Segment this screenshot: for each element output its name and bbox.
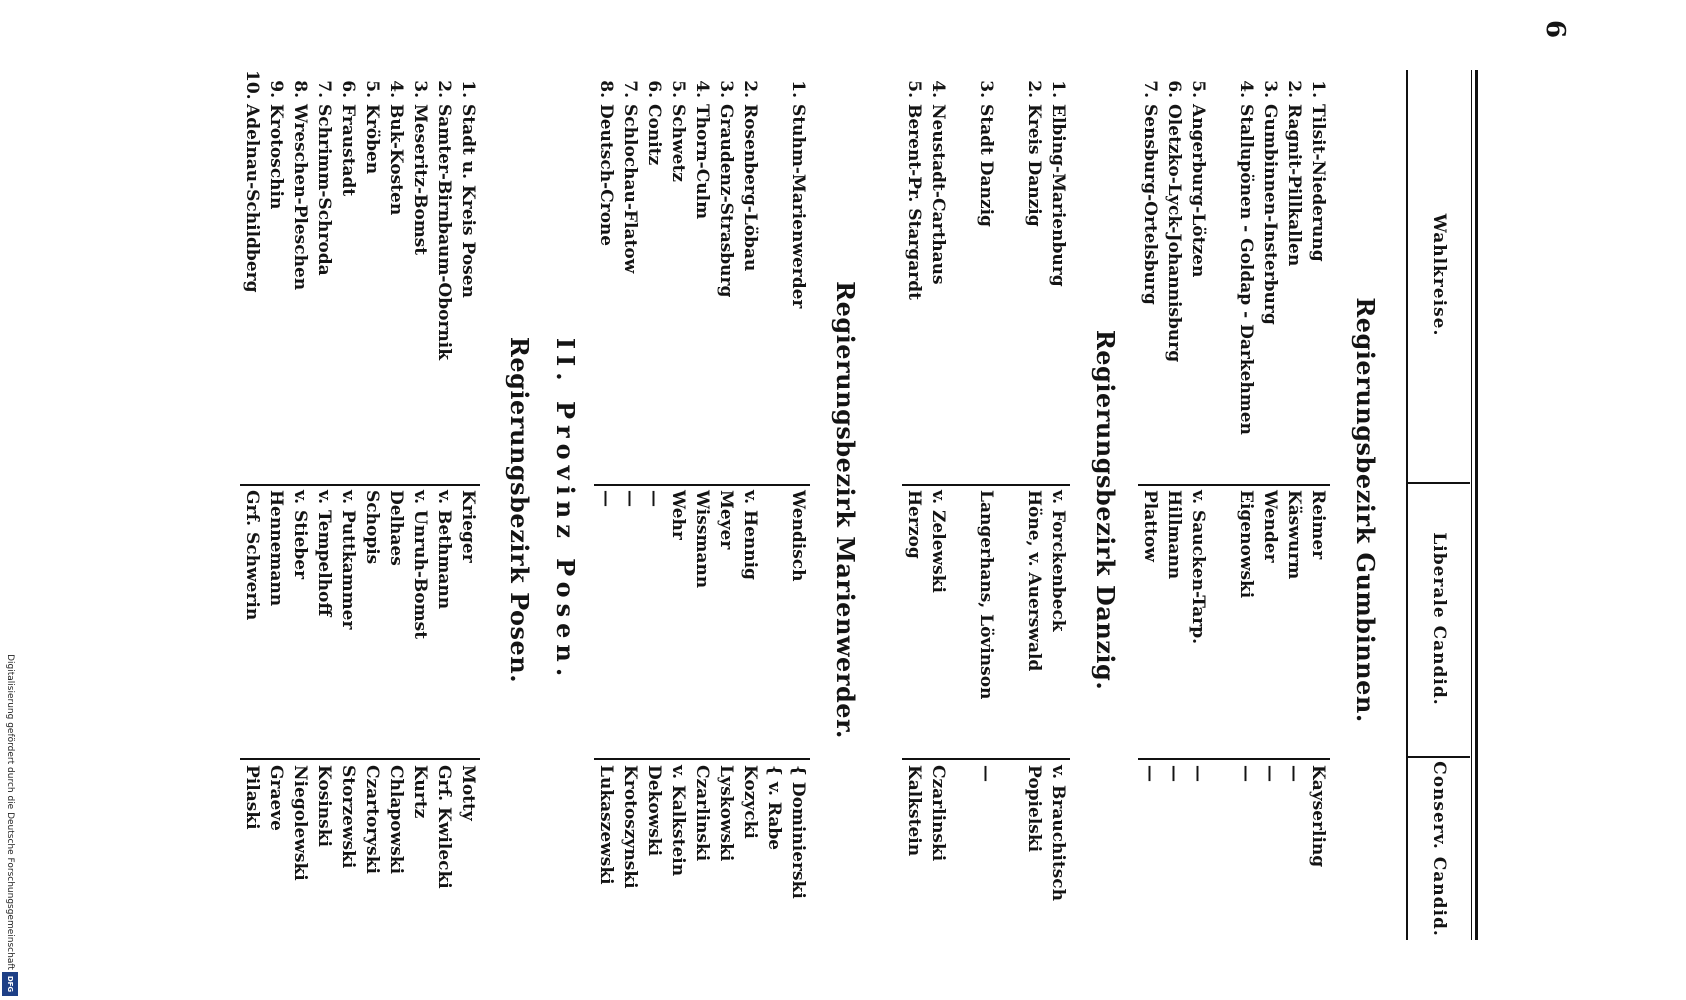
- liberal-candidate-cell: Krieger: [458, 490, 478, 563]
- wahlkreis-cell: Graudenz-Strasburg: [716, 104, 736, 298]
- wahlkreis-cell: Oletzko-Lyck-Johannisburg: [1164, 104, 1184, 363]
- table-row: [642, 20, 666, 940]
- row-number: 4.: [386, 80, 406, 98]
- conservative-candidate-cell: Kalkstein: [904, 765, 924, 857]
- column-divider: [594, 758, 810, 760]
- row-number: 8.: [596, 80, 616, 98]
- liberal-candidate-cell: v. Puttkammer: [338, 490, 358, 630]
- row-number: 6.: [338, 80, 358, 98]
- column-header-liberal: Liberale Candid.: [1429, 532, 1449, 706]
- wahlkreis-cell: Tilsit-Niederung: [1308, 104, 1328, 262]
- liberal-candidate-cell: —: [620, 490, 640, 507]
- row-number: 7.: [1140, 80, 1160, 98]
- wahlkreis-cell: Rosenberg-Löbau: [740, 104, 760, 272]
- table-row: [456, 20, 480, 940]
- wahlkreis-cell: Stuhm-Marienwerder: [788, 104, 808, 309]
- conservative-candidate-cell: Pilaski: [242, 765, 262, 830]
- conservative-candidate-cell: —: [1164, 765, 1184, 782]
- conservative-candidate-cell: —: [1284, 765, 1304, 782]
- header-top-rule-thin: [1471, 70, 1472, 940]
- wahlkreis-cell: Samter-Birnbaum-Obornik: [434, 104, 454, 360]
- liberal-candidate-cell: Meyer: [716, 490, 736, 550]
- row-number: 1.: [788, 80, 808, 98]
- wahlkreis-cell: Thorn-Culm: [692, 104, 712, 220]
- liberal-candidate-cell: Höne, v. Auerswald: [1024, 490, 1044, 672]
- wahlkreis-cell: Meseritz-Bomst: [410, 104, 430, 256]
- table-row: [690, 20, 714, 940]
- row-number: 2.: [1024, 80, 1044, 98]
- dfg-logo-text: DFG: [6, 975, 14, 993]
- row-number: 3.: [976, 80, 996, 98]
- liberal-candidate-cell: —: [644, 490, 664, 507]
- conservative-candidate-cell: Dekowski: [644, 765, 664, 857]
- table-row: [1186, 20, 1210, 940]
- column-divider: [240, 758, 480, 760]
- row-number: 6.: [644, 80, 664, 98]
- liberal-candidate-cell: Wender: [1260, 490, 1280, 563]
- row-number: 5.: [904, 80, 924, 98]
- liberal-candidate-cell: Herzog: [904, 490, 924, 559]
- table-row: [336, 20, 360, 940]
- column-header-conservative: Conserv. Candid.: [1429, 761, 1449, 937]
- liberal-candidate-cell: Wendisch: [788, 490, 808, 582]
- liberal-candidate-cell: v. Forckenbeck: [1048, 490, 1068, 632]
- wahlkreis-cell: Gumbinnen-Insterburg: [1260, 104, 1280, 325]
- table-row: [926, 20, 950, 940]
- conservative-candidate-cell: —: [1140, 765, 1160, 782]
- table-row: [998, 20, 1046, 940]
- wahlkreis-cell: Adelnau-Schildberg: [242, 104, 262, 293]
- conservative-candidate-cell: Kayserling: [1308, 765, 1328, 868]
- table-row: [950, 20, 998, 940]
- page-number: 6: [1540, 20, 1570, 39]
- wahlkreis-cell: Conitz: [644, 104, 664, 166]
- liberal-candidate-cell: v. Tempelhoff: [314, 490, 334, 617]
- digitization-credit: [0, 0, 20, 1000]
- header-top-rule: [1475, 70, 1478, 940]
- scanned-page: [130, 20, 1580, 940]
- column-divider: [240, 484, 480, 486]
- section-marienwerder: [594, 20, 810, 940]
- wahlkreis-cell: Deutsch-Crone: [596, 104, 616, 247]
- liberal-candidate-cell: v. Stieber: [290, 490, 310, 580]
- row-number: 1.: [458, 80, 478, 98]
- wahlkreis-cell: Ragnit-Pillkallen: [1284, 104, 1304, 267]
- liberal-candidate-cell: Langerhans, Lövinson: [976, 490, 996, 700]
- row-number: 2.: [740, 80, 760, 98]
- wahlkreis-cell: Sensburg-Ortelsburg: [1140, 104, 1160, 305]
- header-bottom-rule: [1406, 70, 1408, 940]
- table-row: [714, 20, 738, 940]
- table-row: [264, 20, 288, 940]
- conservative-candidate-cell: Lukaszewski: [596, 765, 616, 885]
- table-row: [1306, 20, 1330, 940]
- row-number: 1.: [1308, 80, 1328, 98]
- table-row: [1282, 20, 1306, 940]
- table-row: [360, 20, 384, 940]
- table-row: [762, 20, 810, 940]
- table-row: [902, 20, 926, 940]
- conservative-candidate-cell: Lyskowski: [716, 765, 736, 862]
- row-number: 10.: [242, 70, 262, 100]
- section-title-marienwerder: Regierungsbezirk Marienwerder.: [831, 281, 860, 739]
- table-row: [738, 20, 762, 940]
- section-title-gumbinnen: Regierungsbezirk Gumbinnen.: [1351, 297, 1380, 723]
- conservative-candidate-cell: Niegolewski: [290, 765, 310, 881]
- conservative-candidate-cell: v. Brauchitsch: [1048, 765, 1068, 902]
- row-number: 3.: [410, 80, 430, 98]
- liberal-candidate-cell: v. Hennig: [740, 490, 760, 580]
- section-title-posen: Regierungsbezirk Posen.: [505, 336, 534, 684]
- column-header-wahlkreise: Wahlkreise.: [1429, 213, 1449, 337]
- row-number: 5.: [362, 80, 382, 98]
- liberal-candidate-cell: Plattow: [1140, 490, 1160, 562]
- section-danzig: [902, 20, 1070, 940]
- wahlkreis-cell: Schrimm-Schroda: [314, 104, 334, 276]
- row-number: 3.: [716, 80, 736, 98]
- wahlkreis-cell: Buk-Kosten: [386, 104, 406, 216]
- conservative-candidate-cell: Storzewski: [338, 765, 358, 869]
- column-divider: [902, 484, 1070, 486]
- liberal-candidate-cell: Käswurm: [1284, 490, 1304, 580]
- wahlkreis-cell: Stadt u. Kreis Posen: [458, 104, 478, 298]
- wahlkreis-cell: Fraustadt: [338, 104, 358, 197]
- wahlkreis-cell: Kröben: [362, 104, 382, 175]
- table-row: [1046, 20, 1070, 940]
- column-divider: [1138, 758, 1330, 760]
- table-row: [240, 20, 264, 940]
- liberal-candidate-cell: Hillmann: [1164, 490, 1184, 580]
- dfg-logo: [2, 972, 18, 996]
- liberal-candidate-cell: Wehr: [668, 490, 688, 540]
- wahlkreis-cell: Schwetz: [668, 104, 688, 182]
- row-number: 3.: [1260, 80, 1280, 98]
- credit-text: Digitalisierung gefördert durch die Deutsche Forschungsgemeinschaft: [5, 654, 15, 970]
- table-row: [618, 20, 642, 940]
- column-divider: [1138, 484, 1330, 486]
- conservative-candidate-cell: —: [1188, 765, 1208, 782]
- conservative-candidate-cell: Graeve: [266, 765, 286, 831]
- section-gumbinnen: [1138, 20, 1330, 940]
- conservative-candidate-cell: { Dominierski { v. Rabe: [764, 765, 808, 899]
- liberal-candidate-cell: v. Saucken-Tarp.: [1188, 490, 1208, 645]
- conservative-candidate-cell: Chlapowski: [386, 765, 406, 875]
- row-number: 6.: [1164, 80, 1184, 98]
- table-row: [312, 20, 336, 940]
- row-number: 2.: [1284, 80, 1304, 98]
- row-number: 7.: [620, 80, 640, 98]
- liberal-candidate-cell: Wissmann: [692, 490, 712, 589]
- liberal-candidate-cell: v. Zelewski: [928, 490, 948, 593]
- conservative-candidate-cell: Kosinski: [314, 765, 334, 847]
- liberal-candidate-cell: v. Bethmann: [434, 490, 454, 610]
- row-number: 1.: [1048, 80, 1068, 98]
- row-number: 9.: [266, 80, 286, 98]
- row-number: 5.: [1188, 80, 1208, 98]
- wahlkreis-cell: Wreschen-Pleschen: [290, 104, 310, 291]
- table-row: [432, 20, 456, 940]
- wahlkreis-cell: Berent-Pr. Stargardt: [904, 104, 924, 300]
- conservative-candidate-cell: v. Kalkstein: [668, 765, 688, 877]
- conservative-candidate-cell: Czartoryski: [362, 765, 382, 874]
- province-title: II. Provinz Posen.: [551, 337, 580, 683]
- wahlkreis-cell: Stadt Danzig: [976, 104, 996, 227]
- liberal-candidate-cell: —: [596, 490, 616, 507]
- conservative-candidate-cell: Czarlinski: [928, 765, 948, 862]
- section-posen: [240, 20, 480, 940]
- conservative-candidate-cell: Grf. Kwilecki: [434, 765, 454, 889]
- row-number: 8.: [290, 80, 310, 98]
- liberal-candidate-cell: Hennemann: [266, 490, 286, 607]
- section-title-danzig: Regierungsbezirk Danzig.: [1091, 329, 1120, 691]
- column-divider: [594, 484, 810, 486]
- table-row: [594, 20, 618, 940]
- liberal-candidate-cell: Eigenowski: [1236, 490, 1256, 599]
- row-number: 5.: [668, 80, 688, 98]
- conservative-candidate-cell: Kozycki: [740, 765, 760, 839]
- wahlkreis-cell: Angerburg-Lötzen: [1188, 104, 1208, 278]
- conservative-candidate-cell: —: [1236, 765, 1256, 782]
- table-row: [1138, 20, 1162, 940]
- wahlkreis-cell: Kreis Danzig: [1024, 104, 1044, 227]
- liberal-candidate-cell: Grf. Schwerin: [242, 490, 262, 621]
- table-row: [384, 20, 408, 940]
- table-row: [1210, 20, 1258, 940]
- conservative-candidate-cell: —: [976, 765, 996, 782]
- table-row: [288, 20, 312, 940]
- row-number: 4.: [692, 80, 712, 98]
- conservative-candidate-cell: Kurtz: [410, 765, 430, 819]
- wahlkreis-cell: Stallupönen - Goldap - Darkehmen: [1236, 104, 1256, 435]
- conservative-candidate-cell: Popielski: [1024, 765, 1044, 853]
- table-row: [1258, 20, 1282, 940]
- row-number: 4.: [928, 80, 948, 98]
- table-row: [1162, 20, 1186, 940]
- liberal-candidate-cell: v. Unruh-Bomst: [410, 490, 430, 640]
- column-divider: [902, 758, 1070, 760]
- wahlkreis-cell: Krotoschin: [266, 104, 286, 210]
- liberal-candidate-cell: Reimer: [1308, 490, 1328, 560]
- conservative-candidate-cell: —: [1260, 765, 1280, 782]
- liberal-candidate-cell: Delhaes: [386, 490, 406, 566]
- wahlkreis-cell: Elbing-Marienburg: [1048, 104, 1068, 287]
- row-number: 2.: [434, 80, 454, 98]
- conservative-candidate-cell: Czarlinski: [692, 765, 712, 862]
- wahlkreis-cell: Schlochau-Flatow: [620, 104, 640, 274]
- conservative-candidate-cell: Motty: [458, 765, 478, 821]
- wahlkreis-cell: Neustadt-Carthaus: [928, 104, 948, 285]
- table-row: [408, 20, 432, 940]
- row-number: 4.: [1236, 80, 1256, 98]
- table-row: [666, 20, 690, 940]
- row-number: 7.: [314, 80, 334, 98]
- conservative-candidate-cell: Krotoszynski: [620, 765, 640, 889]
- liberal-candidate-cell: Schopis: [362, 490, 382, 565]
